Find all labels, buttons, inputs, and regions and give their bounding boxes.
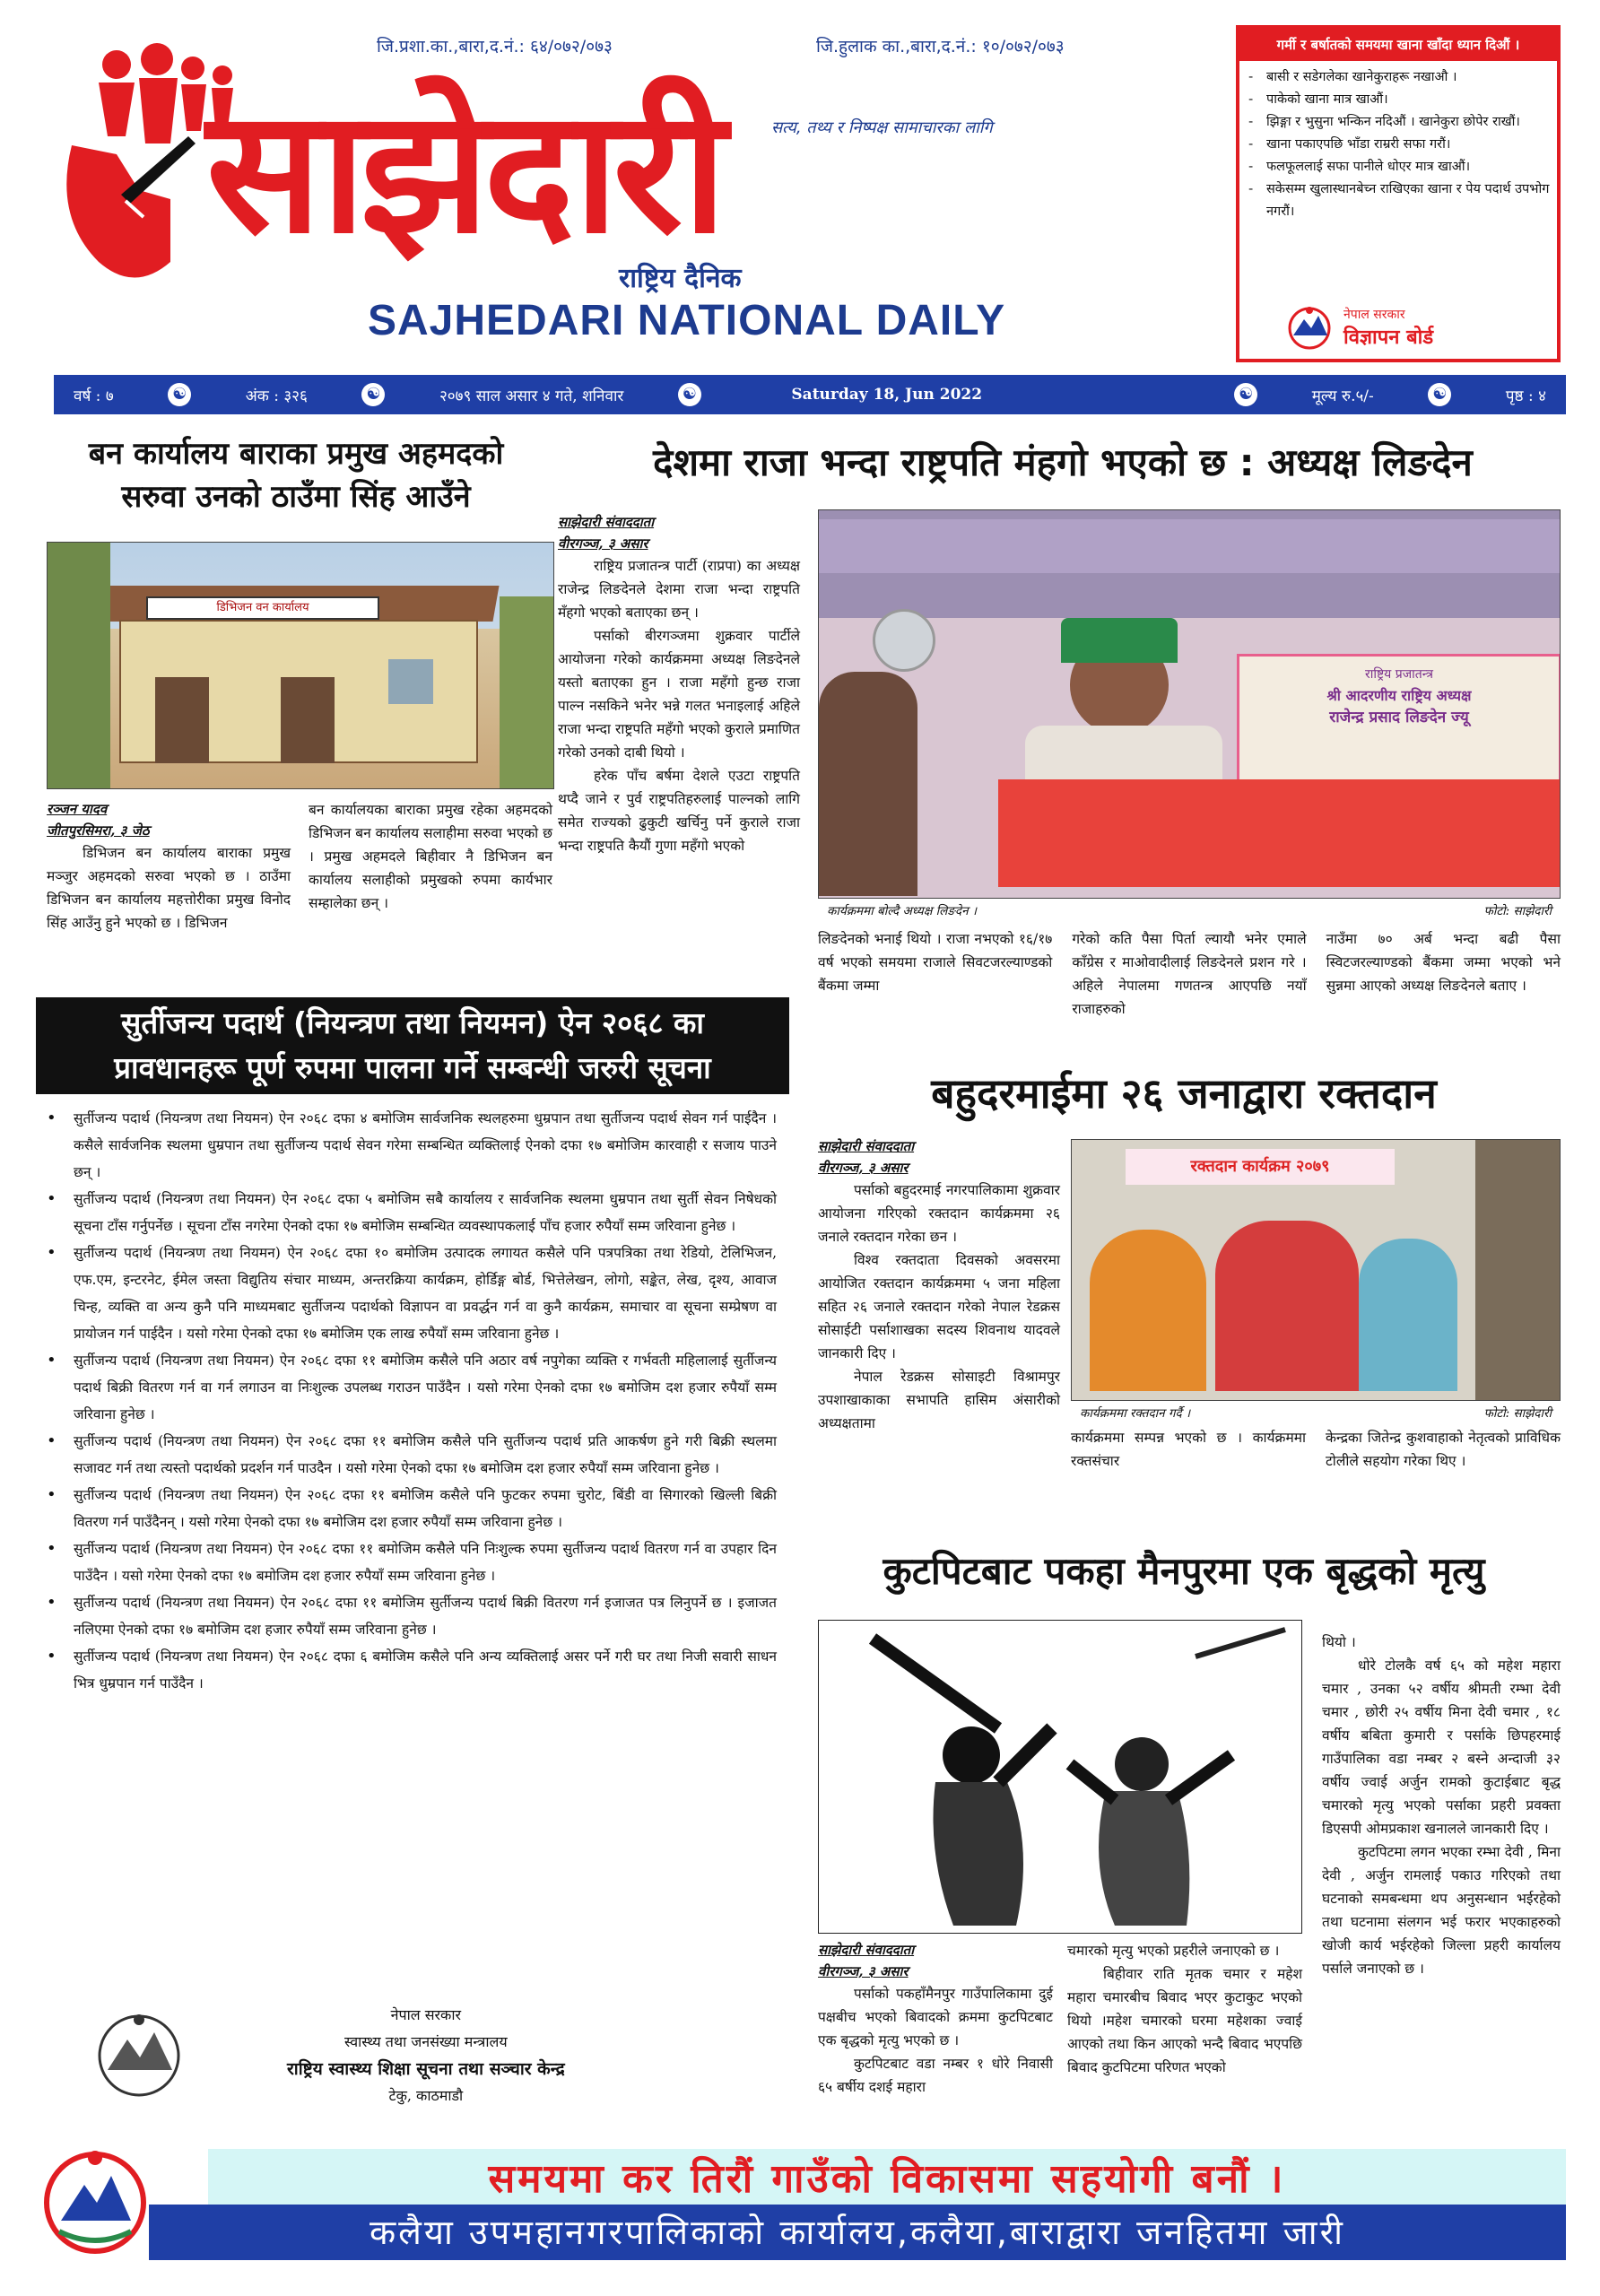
article-paragraph: केन्द्रका जितेन्द्र कुशवाहाको नेतृत्वको प्राविधिक टोलीले सहयोग गरेका थिए ।	[1326, 1430, 1561, 1469]
newspaper-title: साझेदारी	[206, 73, 722, 271]
advertising-board-label: विज्ञापन बोर्ड	[1343, 326, 1434, 349]
nepal-emblem-icon	[90, 2011, 188, 2100]
masthead	[0, 0, 1229, 368]
article-assault-col1	[818, 1939, 1053, 2099]
photo-caption	[818, 902, 1561, 918]
date-bar	[54, 375, 1566, 414]
list-item: • सुर्तीजन्य पदार्थ (नियन्त्रण तथा नियमन) ऐन २०६८ दफा ११ बमोजिम कसैले पनि सुर्तीजन्य पदार्थ प्रति आकर्षण हुने गरी बिक्री स्थलमा सजावट गर्न तथा त्यस्तो पदार्थको प्रदर्शन गर्न पाउदैन । यसो गरेमा ऐनको दफा १७ बमोजिम दश हजार रुपैयाँ सम्म जरिवाना हुनेछ ।	[47, 1431, 777, 1476]
yin-yang-icon: ☯	[168, 383, 191, 406]
yin-yang-icon: ☯	[361, 383, 385, 406]
list-item: - पाकेको खाना मात्र खाऔं।	[1248, 92, 1388, 107]
article-headline-blood-donation: बहुदरमाईमा २६ जनाद्वारा रक्तदान	[931, 1069, 1437, 1118]
photo-caption	[1071, 1405, 1561, 1421]
photo-credit: फोटो: साझेदारी	[1483, 904, 1552, 918]
article-blood-donation-col1	[818, 1135, 1060, 1435]
list-item: - बासी र सडेगलेका खानेकुराहरू नखाऔ ।	[1248, 70, 1457, 84]
list-item: • सुर्तीजन्य पदार्थ (नियन्त्रण तथा नियमन) ऐन २०६८ दफा ४ बमोजिम सार्वजनिक स्थलहरुमा धुम्रपान तथा सुर्तीजन्य पदार्थ सेवन गर्न पाईदैन । कसैले सार्वजनिक स्थलमा धुम्रपान तथा सुर्तीजन्य पदार्थ सेवन गरेमा सम्बन्धित व्यक्तिलाई ऐनको दफा १७ बमोजिम कारवाही र सजाय पाउने छन् ।	[47, 1109, 777, 1180]
page-number: पृष्ठ : ४	[1505, 387, 1546, 405]
date-nepali: २०७९ साल असार ४ गते, शनिवार	[439, 387, 624, 405]
blood-donation-photo	[1071, 1139, 1561, 1401]
photo-caption-text: कार्यक्रममा रक्तदान गर्दै ।	[1080, 1406, 1191, 1421]
list-item: • सुर्तीजन्य पदार्थ (नियन्त्रण तथा नियमन) ऐन २०६८ दफा ११ बमोजिम कसैले पनि फुटकर रुपमा चुरोट, बिंडी वा सिगारको खिल्ली बिक्री वितरण गर्न पाउँदैनन् । यसो गरेमा ऐनको दफा १७ बमोजिम दश हजार रुपैयाँ सम्म जरिवाना हुनेछ ।	[47, 1485, 777, 1530]
article-byline: साझेदारी संवाददाता वीरगञ्ज, ३ असार	[818, 1942, 915, 1979]
list-item: • सुर्तीजन्य पदार्थ (नियन्त्रण तथा नियमन) ऐन २०६८ दफा ६ बमोजिम कसैले पनि अन्य व्यक्तिलाई असर पर्ने गरी घर तथा निजी सवारी साधन भित्र धुम्रपान गर्न पाउँदैन ।	[47, 1647, 777, 1692]
assault-illustration-icon	[819, 1621, 1302, 1934]
registration-number-left: जि.प्रशा.का.,बारा,द.नं.: ६४/०७२/०७३	[377, 37, 613, 57]
article-headline-lingden: देशमा राजा भन्दा राष्ट्रपति मंहगो भएको छ : अध्यक्ष लिङदेन	[653, 440, 1473, 484]
article-byline: साझेदारी संवाददाता वीरगञ्ज, ३ असार	[818, 1138, 915, 1176]
article-paragraph: नाउँमा ७० अर्ब भन्दा बढी पैसा स्विटजरल्याण्डको बैंकमा जम्मा भएको भने सुन्नमा आएको अध्यक्ष लिङदेनले बताए ।	[1326, 931, 1561, 994]
list-item: • सुर्तीजन्य पदार्थ (नियन्त्रण तथा नियमन) ऐन २०६८ दफा ११ बमोजिम सुर्तीजन्य पदार्थ बिक्री वितरण गर्न इजाजत पत्र लिनुपर्ने छ । इजाजत नलिएमा ऐनको दफा १७ बमोजिम दश हजार रुपैयाँ सम्म जरिवाना हुनेछ ।	[47, 1593, 777, 1638]
article-lingden-continued	[818, 927, 1561, 1021]
article-paragraph: पर्साको बीरगञ्जमा शुक्रवार पार्टीले आयोजना गरेको कार्यक्रममा अध्यक्ष लिङदेनले यस्तो बताएका हुन । राजा महँगो हुन्छ राजा पाल्न नसकिने भनेर भन्ने गलत भनाइलाई अहिले राजा भन्दा राष्ट्रपति महँगो भएको कुराले प्रमाणित गरेको उनको दाबी थियो ।	[558, 628, 800, 761]
list-item: - खाना पकाएपछि भाँडा राम्ररी सफा गरौं।	[1248, 137, 1451, 152]
list-item: - सकेसम्म खुलास्थानबेच्न राखिएका खाना र पेय पदार्थ उपभोग नगरौं।	[1248, 182, 1550, 219]
municipality-banner: कलैया उपमहानगरपालिकाको कार्यालय,कलैया,बाराद्वारा जनहितमा जारी	[149, 2205, 1566, 2260]
tax-awareness-banner: समयमा कर तिरौं गाउँको विकासमा सहयोगी बनौं ।	[208, 2149, 1566, 2210]
list-item: - झिङ्गा र भुसुना भन्किन नदिऔं । खानेकुरा छोपेर राखौं।	[1248, 115, 1520, 129]
article-byline: रञ्जन यादव जीतपुरसिमरा, ३ जेठ	[47, 801, 150, 839]
blood-donation-banner: रक्तदान कार्यक्रम २०७९	[1126, 1149, 1395, 1185]
article-blood-donation-continued	[1071, 1426, 1561, 1473]
registration-number-right: जि.हुलाक का.,बारा,द.नं.: १०/०७२/०७३	[816, 37, 1065, 57]
article-paragraph: लिङदेनको भनाई थियो । राजा नभएको १६/१७ वर्ष भएको समयमा राजाले सिवटजरल्याण्डको बैंकमा जम्मा	[818, 931, 1053, 994]
list-item: • सुर्तीजन्य पदार्थ (नियन्त्रण तथा नियमन) ऐन २०६८ दफा ११ बमोजिम कसैले पनि निःशुल्क रुपमा सुर्तीजन्य पदार्थ वितरण गर्न वा उपहार दिन पाउँदैन । यसो गरेमा ऐनको दफा १७ बमोजिम दश हजार रुपैयाँ सम्म जरिवाना हुनेछ ।	[47, 1539, 777, 1584]
food-safety-notice	[1236, 25, 1561, 362]
food-notice-heading: गर्मी र बर्षातको समयमा खाना खाँदा ध्यान दिऔं ।	[1239, 29, 1557, 61]
newspaper-english-name: SAJHEDARI NATIONAL DAILY	[368, 297, 1006, 344]
newspaper-tagline: सत्य, तथ्य र निष्पक्ष सामाचारका लागि	[771, 118, 993, 137]
article-paragraph: नेपाल रेडक्रस सोसाइटी विश्रामपुर उपशाखाकाका सभापति हासिम अंसारीको अध्यक्षतामा	[818, 1369, 1060, 1431]
tobacco-control-notice	[36, 997, 789, 2127]
article-paragraph: चमारको मृत्यु भएको प्रहरीले जनाएको छ ।	[1067, 1943, 1280, 1959]
article-paragraph: राष्ट्रिय प्रजातन्त्र पार्टी (राप्रपा) का अध्यक्ष राजेन्द्र लिङदेनले देशमा राजा भन्दा राष्ट्रपति मँहगो भएको बताएका छन् ।	[558, 558, 800, 621]
price: मूल्य रु.५/-	[1311, 387, 1374, 405]
list-item: • सुर्तीजन्य पदार्थ (नियन्त्रण तथा नियमन) ऐन २०६८ दफा ११ बमोजिम कसैले पनि अठार वर्ष नपुगेका व्यक्ति र गर्भवती महिलालाई सुर्तीजन्य पदार्थ बिक्री वितरण गर्न वा गर्न लगाउन वा निःशुल्क उपलब्ध गराउन पाउँदैन । यसो गरेमा ऐनको दफा १७ बमोजिम दश हजार रुपैयाँ सम्म जरिवाना हुनेछ ।	[47, 1351, 777, 1422]
government-label: नेपाल सरकार	[1343, 307, 1405, 322]
article-paragraph: पर्साको बहुदरमाई नगरपालिकामा शुक्रवार आयोजना गरिएको रक्तदान कार्यक्रममा २६ जनाले रक्तदान गरेका छन ।	[818, 1182, 1060, 1245]
article-paragraph: कार्यक्रममा सम्पन्न भएको छ । कार्यक्रममा रक्तसंचार	[1071, 1430, 1306, 1469]
article-paragraph: थियो ।	[1322, 1634, 1356, 1650]
tobacco-notice-list	[36, 1094, 789, 1697]
photo-caption-text: कार्यक्रममा बोल्दै अध्यक्ष लिङदेन ।	[827, 904, 977, 918]
issue-number: अंक : ३२६	[245, 387, 308, 405]
food-notice-list	[1239, 61, 1557, 223]
newspaper-subtitle: राष्ट्रिय दैनिक	[619, 263, 742, 294]
tobacco-notice-signature: नेपाल सरकार स्वास्थ्य तथा जनसंख्या मन्त्रालय राष्ट्रिय स्वास्थ्य शिक्षा सूचना तथा सञ्चार केन्द्र टेकु, काठमाडौ	[287, 2006, 565, 2104]
forest-office-photo	[47, 542, 554, 789]
volume-number: वर्ष : ७	[74, 387, 114, 405]
article-paragraph: गरेको कति पैसा पिर्ता ल्यायौ भनेर एमाले काँग्रेस र माओवादीलाई लिङदेनले प्रशन गरे ।अहिले नेपालमा गणतन्त्र आएपछि नयाँ राजाहरुको	[1072, 931, 1307, 1017]
article-paragraph: हरेक पाँच बर्षमा देशले एउटा राष्ट्रपति थप्दै जाने र पुर्व राष्ट्रपतिहरुलाई पाल्नको लागि समेत राज्यको ढुकुटी खर्चिनु पर्ने कुराले राजा भन्दा राष्ट्रपति कैयौं गुणा महँगो भएको	[558, 768, 800, 854]
tobacco-notice-heading: सुर्तीजन्य पदार्थ (नियन्त्रण तथा नियमन) ऐन २०६८ का प्रावधानहरू पूर्ण रुपमा पालना गर्ने सम्बन्धी जरुरी सूचना	[36, 997, 789, 1094]
nepal-emblem-icon	[1284, 305, 1335, 350]
yin-yang-icon: ☯	[678, 383, 701, 406]
article-paragraph: कुटपिटमा लगन भएका रम्भा देवी , मिना देवी , अर्जुन रामलाई पकाउ गरिएको तथा घटनाको समबन्धमा थप अनुसन्धान भईरहेको तथा घटनामा संलगन भई फरार भएकाहरुको खोजी कार्य भईरहेको जिल्ला प्रहरी कार्यालय पर्साले जनाएको छ ।	[1322, 1844, 1561, 1977]
list-item: • सुर्तीजन्य पदार्थ (नियन्त्रण तथा नियमन) ऐन २०६८ दफा १० बमोजिम उत्पादक लगायत कसैले पनि पत्रपत्रिका तथा रेडियो, टेलिभिजन, एफ.एम, इन्टरनेट, ईमेल जस्ता विद्युतिय संचार माध्यम, अन्तरक्रिया कार्यक्रम, होर्डिङ्ग बोर्ड, भित्तेलेखन, लोगो, सङ्केत, लेख, दृश्य, आवाज चिन्ह, व्यक्ति वा अन्य कुनै पनि माध्यमबाट सुर्तीजन्य पदार्थको विज्ञापन वा प्रवर्द्धन गर्न वा कुनै कार्यक्रम, समाचार वा सूचना सम्प्रेषण वा प्रायोजन गर्न पाईदैन । यसो गरेमा ऐनको दफा १७ बमोजिम एक लाख रुपैयाँ सम्म जरिवाना हुनेछ ।	[47, 1243, 777, 1342]
article-byline: साझेदारी संवाददाता वीरगञ्ज, ३ असार	[558, 514, 655, 552]
article-assault-col3	[1322, 1631, 1561, 1980]
article-lingden-col1	[558, 511, 800, 857]
article-headline-assault-death: कुटपिटबाट पकहा मैनपुरमा एक बृद्धको मृत्यु	[883, 1549, 1485, 1593]
assault-illustration	[818, 1620, 1302, 1934]
event-banner: राष्ट्रिय प्रजातन्त्र श्री आदरणीय राष्ट्रिय अध्यक्ष राजेन्द्र प्रसाद लिङदेन ज्यू	[1237, 654, 1561, 860]
article-paragraph: विश्व रक्तदाता दिवसको अवसरमा आयोजित रक्तदान कार्यक्रममा ५ जना महिला सहित २६ जनाले रक्तदान गरेको नेपाल रेडक्रस सोसाईटी पर्साशाखका सदस्य शिवनाथ यादवले जानकारी दिए ।	[818, 1252, 1060, 1361]
article-paragraph: बन कार्यालयका बाराका प्रमुख रहेका अहमदको डिभिजन बन कार्यालय सलाहीमा सरुवा भएको छ । प्रमुख अहमदले बिहीवार नै डिभिजन बन कार्यालय सलाहीको प्रमुखको रुपमा कार्यभार सम्हालेका छन् ।	[309, 802, 552, 911]
office-signboard: डिभिजन वन कार्यालय	[146, 596, 379, 620]
list-item: • सुर्तीजन्य पदार्थ (नियन्त्रण तथा नियमन) ऐन २०६८ दफा ५ बमोजिम सबै कार्यालय र सार्वजनिक स्थलमा धुम्रपान तथा सुर्ती सेवन निषेधको सूचना टाँस गर्नुपर्नेछ । सूचना टाँस नगरेमा ऐनको दफा १७ बमोजिम सम्बन्धित व्यवस्थापकलाई पाँच हजार रुपैयाँ सम्म जरिवाना हुनेछ ।	[47, 1189, 777, 1234]
photo-credit: फोटो: साझेदारी	[1483, 1406, 1552, 1421]
article-paragraph: धोरे टोलकै वर्ष ६५ को महेश महारा चमार , उनका ५२ वर्षीय श्रीमती रम्भा देवी चमार , छोरी २५ वर्षीय मिना देवी चमार , १८ वर्षीय बबिता कुमारी र पर्साके छिपहरमाई गाउँपालिका वडा नम्बर २ बस्ने अन्दाजी ३२ वर्षीय ज्वाई अर्जुन रामको कुटाईबाट बृद्ध चमारको मृत्यु भएको पर्साका प्रहरी प्रवक्ता डिएसपी ओमप्रकाश खनालले जानकारी दिए ।	[1322, 1657, 1561, 1837]
article-paragraph: कुटपिटबाट वडा नम्बर १ धोरे निवासी ६५ बर्षीय दशई महारा	[818, 2056, 1053, 2095]
municipality-emblem-icon	[41, 2145, 149, 2262]
article-assault-col2	[1067, 1939, 1302, 2079]
article-paragraph: डिभिजन बन कार्यालय बाराका प्रमुख मञ्जुर अहमदको सरुवा भएको छ । ठाउँमा डिभिजन बन कार्यालय महत्तोरीका प्रमुख विनोद सिंह आउँनु हुने भएको छ । डिभिजन	[47, 845, 291, 931]
article-forest-office-body	[47, 798, 554, 935]
article-paragraph: बिहीवार राति मृतक चमार र महेश महारा चमारबीच बिवाद भएर कुटाकुट भएको थियो ।महेश चमारको घरमा महेशका ज्वाई आएको तथा किन आएको भन्दै बिवाद भएपछि बिवाद कुटपिटमा परिणत भएको	[1067, 1966, 1302, 2075]
yin-yang-icon: ☯	[1234, 383, 1257, 406]
advertising-board-signature	[1284, 305, 1433, 350]
article-paragraph: पर्साको पकहाँमैनपुर गाउँपालिकामा दुई पक्षबीच भएको बिवादको क्रममा कुटपिटबाट एक बृद्धको मृत्यु भएको छ ।	[818, 1986, 1053, 2048]
article-headline-forest-office: बन कार्यालय बाराका प्रमुख अहमदको सरुवा उनको ठाउँमा सिंह आउँने	[88, 436, 504, 515]
yin-yang-icon: ☯	[1428, 383, 1451, 406]
list-item: - फलफूललाई सफा पानीले धोएर मात्र खाऔं।	[1248, 160, 1471, 174]
lingden-speech-photo	[818, 509, 1561, 899]
date-english: Saturday 18, Jun 2022	[791, 386, 983, 404]
